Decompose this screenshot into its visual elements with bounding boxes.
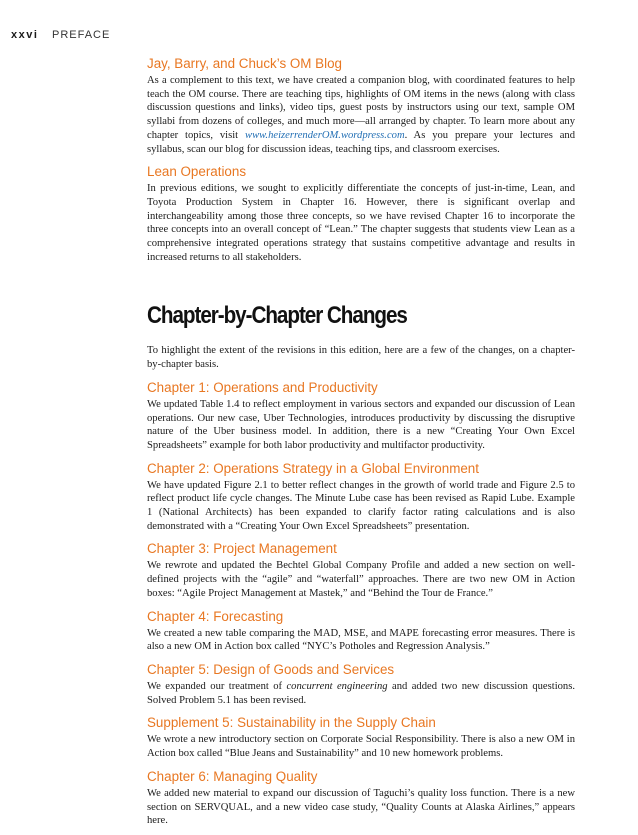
blog-paragraph <box>147 74 575 156</box>
chapter-6-section <box>147 768 575 828</box>
blog-section <box>147 55 575 156</box>
chapter-5-text-before: We expanded our treatment of <box>147 680 287 692</box>
blog-text-before: As a complement to this text, we have created a companion blog, with coordinated features to help teach the OM course. There are teaching tips, highlights of OM items in the news (along with class discussion questions and links), video tips, guest posts by instructors using our text, sample OM syllabi from dozens of colleges, and much more—all arranged by chapter. To learn more about any chapter topics, visit <box>147 75 575 141</box>
chapter-4-section <box>147 608 575 654</box>
chapter-5-section <box>147 661 575 707</box>
lean-section <box>147 163 575 264</box>
blog-url-link[interactable]: www.heizerrenderOM.wordpress.com <box>245 129 405 141</box>
chapter-5-emphasis: concurrent engineering <box>286 680 388 692</box>
running-head <box>11 29 110 41</box>
chapter-3-paragraph: We rewrote and updated the Bechtel Global Company Profile and added a new section on well-defined projects with the “agile” and “waterfall” approaches. There are two new OM in Action boxes: “Agile Project Management at Mastek,” and “Behind the Tour de France.” <box>147 560 575 599</box>
main-title: Chapter-by-Chapter Changes <box>147 302 407 330</box>
blog-heading: Jay, Barry, and Chuck’s OM Blog <box>147 56 342 71</box>
chapter-5-paragraph <box>147 680 575 707</box>
chapter-5-text-after: and added two new discussion questions. Solved Problem 5.1 has been revised. <box>147 680 575 706</box>
page-number: xxvi <box>11 29 39 41</box>
chapter-1-heading: Chapter 1: Operations and Productivity <box>147 379 378 395</box>
supplement-5-paragraph: We wrote a new introductory section on Corporate Social Responsibility. There is also a new OM in Action box called “Blue Jeans and Sustainability” and 10 new homework problems. <box>147 734 575 760</box>
intro-paragraph: To highlight the extent of the revisions in this edition, here are a few of the changes, on a chapter-by-chapter basis. <box>147 345 575 371</box>
blog-text-after: . As you prepare your lectures and syllabus, scan our blog for discussion ideas, teaching tips, and classroom exercises. <box>147 129 576 155</box>
chapter-1-paragraph: We updated Table 1.4 to reflect employment in various sectors and expanded our discussion of Lean operations. Our new case, Uber Technologies, introduces productivity by discussing the disruptive nature of the Uber business model. In addition, there is a new “Creating Your Own Excel Spreadsheets” example for both labor productivity and multifactor productivity. <box>147 398 575 451</box>
chapter-2-heading: Chapter 2: Operations Strategy in a Global Environment <box>147 460 479 476</box>
chapter-2-section <box>147 460 575 534</box>
chapter-6-paragraph: We added new material to expand our discussion of Taguchi’s quality loss function. There is a new section on SERVQUAL, and a new video case study, “Quality Counts at Alaska Airlines,” appears here. <box>147 787 575 827</box>
chapter-4-paragraph: We created a new table comparing the MAD, MSE, and MAPE forecasting error measures. There is also a new OM in Action box called “NYC’s Potholes and Regression Analysis.” <box>147 627 575 653</box>
chapter-1-section <box>147 379 575 453</box>
chapter-6-heading: Chapter 6: Managing Quality <box>147 768 318 784</box>
intro-section <box>147 344 575 371</box>
lean-paragraph: In previous editions, we sought to explicitly differentiate the concepts of just-in-time, Lean, and Toyota Production System in Chapter 16. However, there is significant overlap and interchangeability among those three concepts, so we have revised Chapter 16 to incorporate the three concepts into an overall concept of “Lean.” The chapter suggests that students view Lean as a comprehensive integrated operations strategy that sustains competitive advantage and results in increased returns to all stakeholders. <box>147 183 575 263</box>
section-label: PREFACE <box>51 29 111 41</box>
chapter-4-heading: Chapter 4: Forecasting <box>147 608 284 624</box>
chapter-2-paragraph: We have updated Figure 2.1 to better reflect changes in the growth of world trade and Figure 2.5 to reflect product life cycle changes. The Minute Lube case has been revised as Rapid Lube. Example 1 (National Architects) has been expanded to clarify factor rating calculations and is also demonstrated with a “Creating Your Own Excel Spreadsheets” presentation. <box>147 479 575 532</box>
supplement-5-heading: Supplement 5: Sustainability in the Supply Chain <box>147 715 436 731</box>
chapter-3-heading: Chapter 3: Project Management <box>147 541 337 557</box>
chapter-5-heading: Chapter 5: Design of Goods and Services <box>147 661 395 677</box>
chapter-3-section <box>147 540 575 600</box>
page-content <box>147 55 575 835</box>
supplement-5-section <box>147 714 575 760</box>
lean-heading: Lean Operations <box>147 164 247 180</box>
